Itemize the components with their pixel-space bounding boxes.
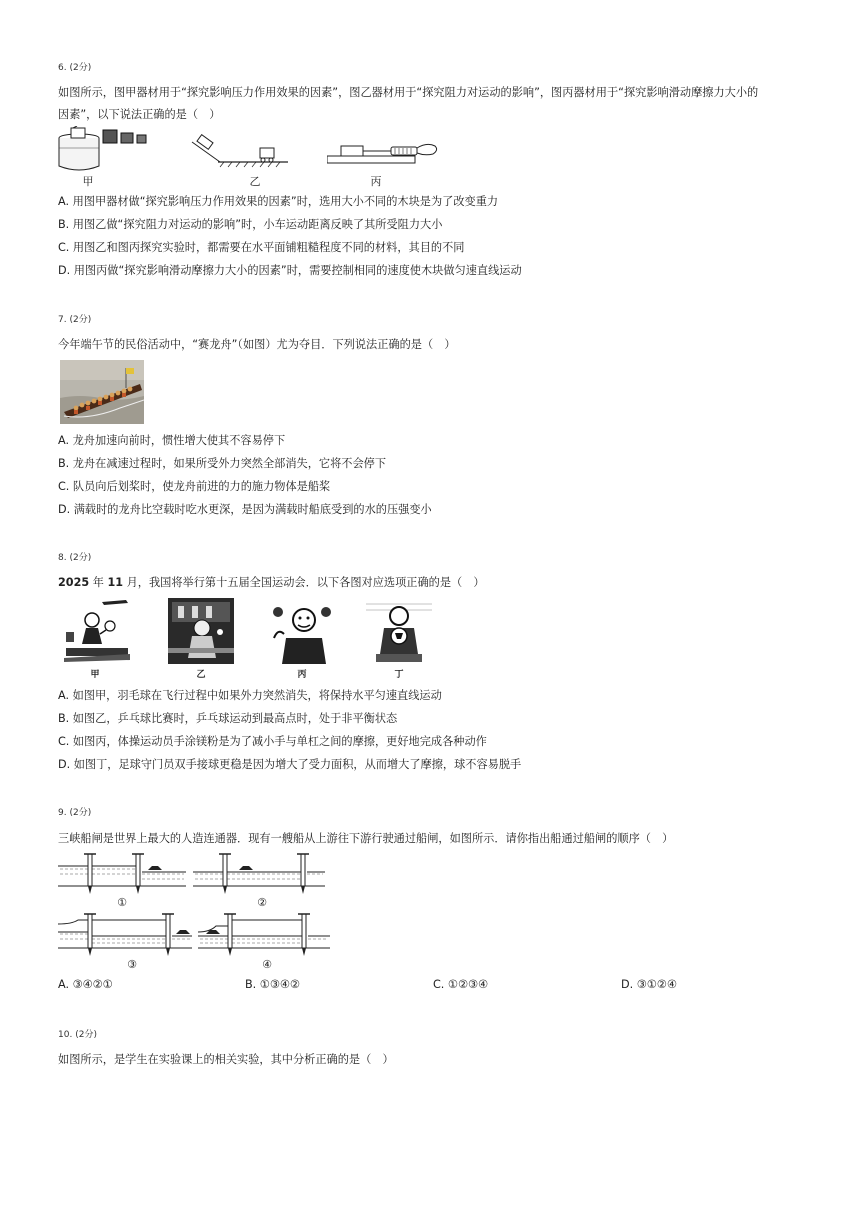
question-number: 9.: [58, 808, 67, 818]
stem-month: 11: [107, 576, 124, 589]
figure-jia-badminton: [62, 596, 132, 664]
question-6-option-a[interactable]: A. 用图甲器材做“探究影响压力作用效果的因素”时，选用大小不同的木块是为了改变重力: [58, 195, 499, 208]
question-score: (2分): [69, 315, 92, 325]
question-7-header: [58, 312, 91, 325]
figure-yi-table-tennis: [168, 598, 234, 664]
figure-ding-goalkeeper: [366, 598, 432, 664]
question-6-header: [58, 60, 91, 73]
question-7-stem: 今年端午节的民俗活动中，“赛龙舟”（如图）尤为夺目．下列说法正确的是（ ）: [58, 338, 456, 351]
question-7-option-b[interactable]: B. 龙舟在减速过程时，如果所受外力突然全部消失，它将不会停下: [58, 457, 387, 470]
question-9-stem: 三峡船闸是世界上最大的人造连通器．现有一艘船从上游往下游行驶通过船闸，如图所示．请你指出船通过船闸的顺序（ ）: [58, 832, 674, 845]
figure-label-jia: 甲: [82, 175, 94, 188]
figure-label-yi: 乙: [249, 175, 261, 188]
question-9-header: [58, 805, 91, 818]
figure-label-jia: 甲: [90, 670, 100, 680]
question-7-option-a[interactable]: A. 龙舟加速向前时，惯性增大使其不容易停下: [58, 434, 286, 447]
question-number: 8.: [58, 553, 67, 563]
lock-label-1: ①: [117, 896, 127, 909]
figure-label-bing: 丙: [297, 670, 307, 680]
question-9-option-a[interactable]: A. ③④②①: [58, 978, 113, 991]
stem-rest: 月，我国将举行第十五届全国运动会．以下各图对应选项正确的是（ ）: [123, 576, 485, 589]
question-6-stem-line1: 如图所示，图甲器材用于“探究影响压力作用效果的因素”，图乙器材用于“探究阻力对运动的影响”，图丙器材用于“探究影响滑动摩擦力大小的: [58, 86, 759, 99]
question-10-stem: 如图所示，是学生在实验课上的相关实验，其中分析正确的是（ ）: [58, 1053, 394, 1066]
question-8-stem: [58, 572, 485, 594]
question-7-option-d[interactable]: D. 满载时的龙舟比空载时吃水更深，是因为满载时船底受到的水的压强变小: [58, 503, 432, 516]
question-score: (2分): [69, 808, 92, 818]
figure-label-ding: 丁: [394, 670, 404, 680]
lock-label-2: ②: [257, 896, 267, 909]
question-9-option-b[interactable]: B. ①③④②: [245, 978, 300, 991]
question-6-option-c[interactable]: C. 用图乙和图丙探究实验时，都需要在水平面铺粗糙程度不同的材料，其目的不同: [58, 241, 465, 254]
lock-label-3: ③: [127, 958, 137, 971]
question-7-option-c[interactable]: C. 队员向后划桨时，使龙舟前进的力的施力物体是船桨: [58, 480, 331, 493]
stem-year-unit: 年: [89, 576, 108, 589]
question-8-header: [58, 550, 91, 563]
figure-label-yi: 乙: [196, 670, 206, 680]
dragon-boat-photo: [60, 360, 144, 424]
question-9-option-c[interactable]: C. ①②③④: [433, 978, 489, 991]
question-8-option-c[interactable]: C. 如图丙，体操运动员手涂镁粉是为了减小手与单杠之间的摩擦，更好地完成各种动作: [58, 735, 487, 748]
question-score: (2分): [69, 553, 92, 563]
stem-year: 2025: [58, 576, 90, 589]
figure-bing-friction-block: [327, 138, 442, 166]
lock-diagram-3: [58, 912, 194, 958]
lock-label-4: ④: [262, 958, 272, 971]
question-score: (2分): [75, 1030, 97, 1040]
question-number: 7.: [58, 315, 67, 325]
question-number: 6.: [58, 63, 67, 73]
question-10-header: [58, 1027, 97, 1040]
lock-diagram-1: [58, 852, 188, 898]
question-6-option-b[interactable]: B. 用图乙做“探究阻力对运动的影响”时，小车运动距离反映了其所受阻力大小: [58, 218, 443, 231]
question-score: (2分): [69, 63, 92, 73]
lock-diagram-2: [193, 852, 326, 898]
question-8-option-b[interactable]: B. 如图乙，乒乓球比赛时，乒乓球运动到最高点时，处于非平衡状态: [58, 712, 398, 725]
question-6-option-d[interactable]: D. 用图丙做“探究影响滑动摩擦力大小的因素”时，需要控制相同的速度使木块做匀速直线运动: [58, 264, 522, 277]
lock-diagram-4: [198, 912, 332, 958]
figure-jia-pressure-apparatus: [57, 126, 157, 174]
question-number: 10.: [58, 1030, 73, 1040]
figure-bing-gymnast: [270, 598, 334, 664]
figure-yi-ramp-car: [188, 134, 288, 170]
question-6-stem-line2: 因素”，以下说法正确的是（ ）: [58, 108, 221, 121]
question-9-option-d[interactable]: D. ③①②④: [621, 978, 677, 991]
question-8-option-a[interactable]: A. 如图甲，羽毛球在飞行过程中如果外力突然消失，将保持水平匀速直线运动: [58, 689, 442, 702]
question-8-option-d[interactable]: D. 如图丁，足球守门员双手接球更稳是因为增大了受力面积，从而增大了摩擦，球不容易脱手: [58, 758, 522, 771]
figure-label-bing: 丙: [370, 175, 382, 188]
